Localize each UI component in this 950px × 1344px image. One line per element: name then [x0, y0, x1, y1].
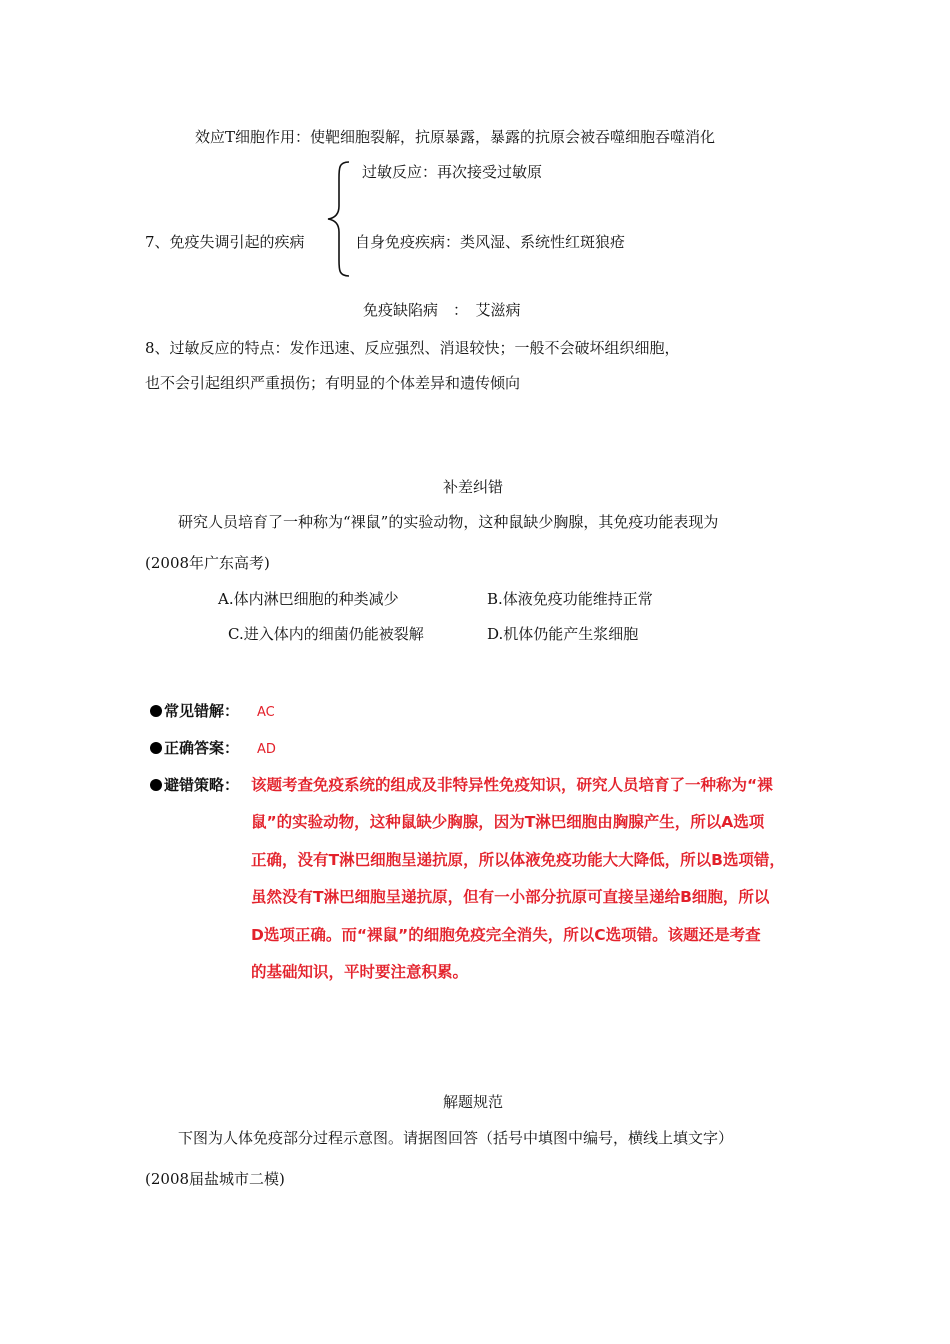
strategy-line-6: 的基础知识，平时要注意积累。 [251, 963, 469, 981]
question2-text: 下图为人体免疫部分过程示意图。请据图回答（括号中填图中编号，横线上填文字） [178, 1129, 734, 1147]
option-d: D.机体仍能产生浆细胞 [487, 625, 639, 643]
correct-answer-value: AD [257, 742, 276, 757]
q7-item-3: 免疫缺陷病 ： 艾滋病 [363, 301, 521, 319]
q8-line-1: 8、过敏反应的特点：发作迅速、反应强烈、消退较快；一般不会破坏组织细胞， [145, 339, 680, 357]
option-a: A.体内淋巴细胞的种类减少 [218, 590, 399, 608]
section-title-correction: 补差纠错 [443, 478, 504, 496]
correct-answer-row [150, 738, 276, 760]
bullet-icon [150, 742, 162, 754]
question-text: 研究人员培育了一种称为“裸鼠”的实验动物，这种鼠缺少胸腺，其免疫功能表现为 [178, 513, 719, 531]
strategy-label: 避错策略： [164, 776, 240, 794]
correct-answer-label: 正确答案： [164, 739, 240, 757]
strategy-row [150, 775, 239, 795]
strategy-line-1: 该题考查免疫系统的组成及非特异性免疫知识，研究人员培育了一种称为“裸 [251, 776, 773, 794]
common-error-row [150, 701, 275, 723]
common-error-label: 常见错解： [164, 702, 240, 720]
strategy-line-2: 鼠”的实验动物，这种鼠缺少胸腺，因为T淋巴细胞由胸腺产生，所以A选项 [251, 813, 765, 831]
curly-brace [325, 160, 353, 278]
bullet-icon [150, 779, 162, 791]
q7-label: 7、免疫失调引起的疾病 [145, 233, 305, 251]
common-error-value: AC [257, 705, 275, 720]
effector-t-line: 效应T细胞作用：使靶细胞裂解，抗原暴露，暴露的抗原会被吞噬细胞吞噬消化 [195, 128, 716, 146]
section-title-standard: 解题规范 [443, 1093, 504, 1111]
bullet-icon [150, 705, 162, 717]
option-c: C.进入体内的细菌仍能被裂解 [228, 625, 424, 643]
q8-line-2: 也不会引起组织严重损伤；有明显的个体差异和遗传倾向 [145, 374, 521, 392]
q7-item-1: 过敏反应：再次接受过敏原 [362, 163, 543, 181]
option-b: B.体液免疫功能维持正常 [487, 590, 653, 608]
strategy-line-4: 虽然没有T淋巴细胞呈递抗原，但有一小部分抗原可直接呈递给B细胞，所以 [251, 888, 770, 906]
strategy-line-5: D选项正确。而“裸鼠”的细胞免疫完全消失，所以C选项错。该题还是考查 [251, 926, 761, 944]
q7-item-2: 自身免疫疾病：类风湿、系统性红斑狼疮 [355, 233, 626, 251]
question2-source: (2008届盐城市二模) [145, 1170, 285, 1188]
question-source: (2008年广东高考) [145, 554, 270, 572]
strategy-line-3: 正确，没有T淋巴细胞呈递抗原，所以体液免疫功能大大降低，所以B选项错， [251, 851, 785, 869]
